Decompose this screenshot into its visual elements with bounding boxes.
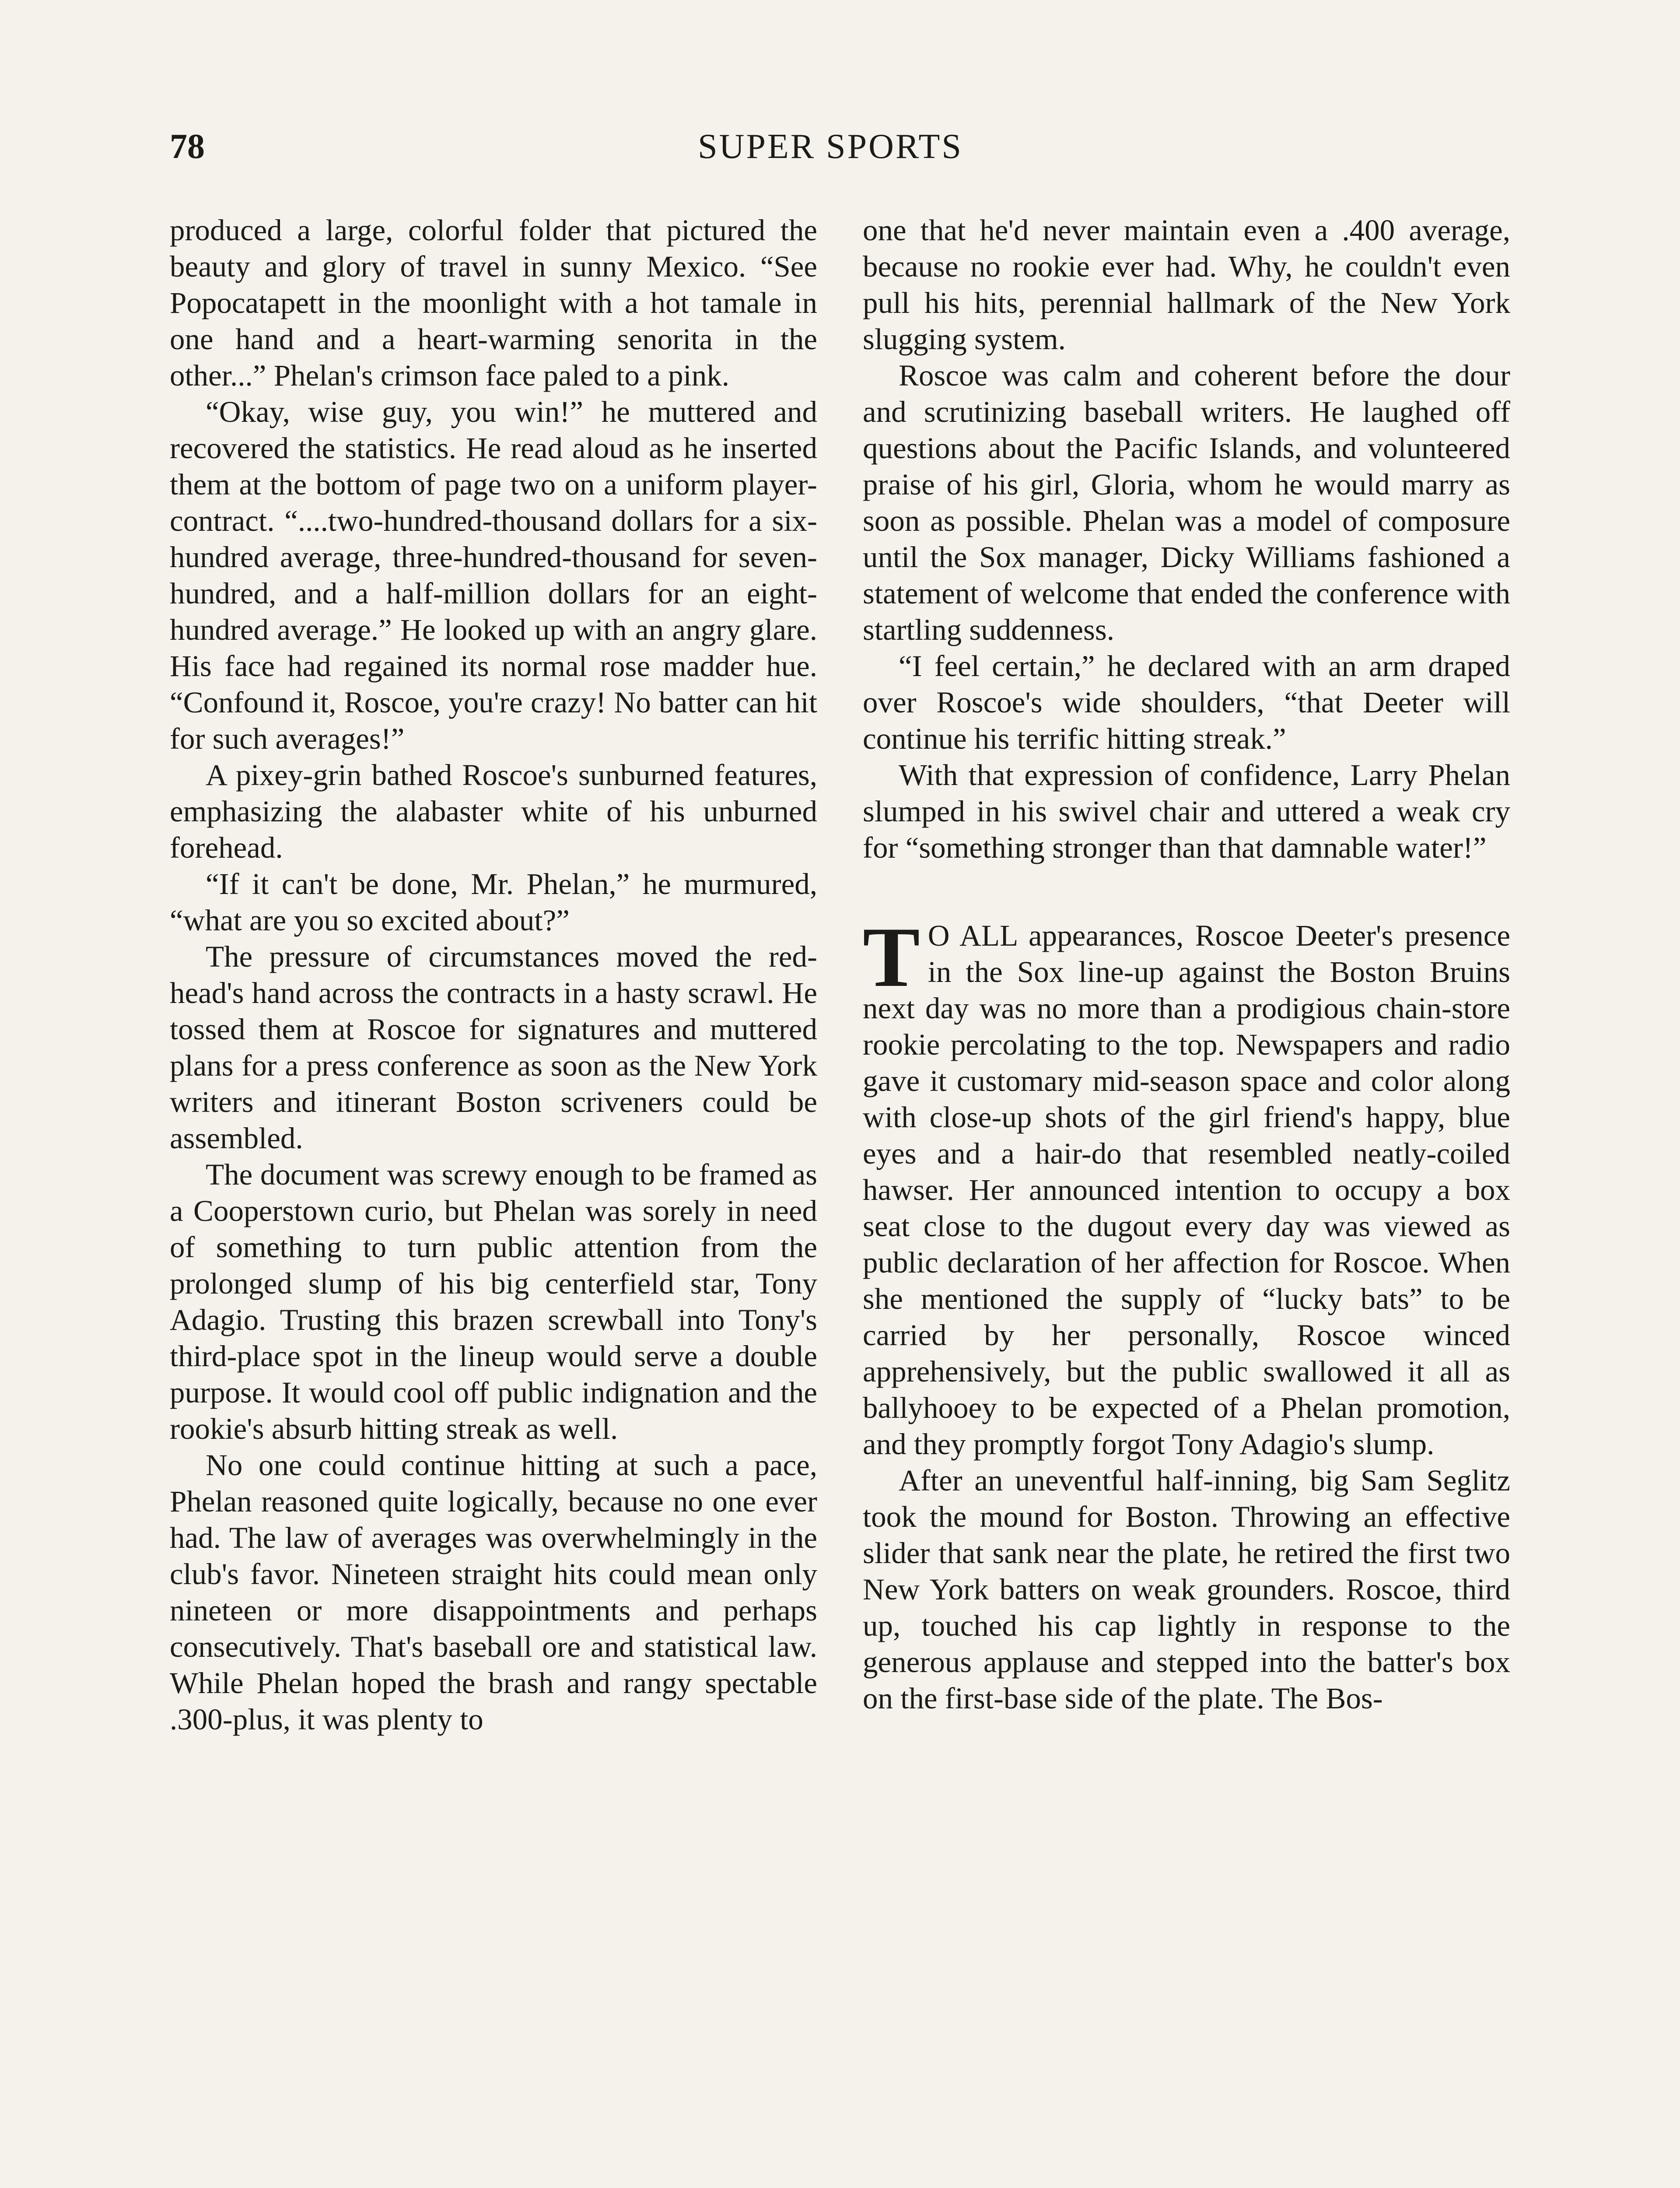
paragraph: No one could continue hitting at such a pace, Phelan reasoned quite logically, because no one ever had. The law of averages was overwhelmingly in the club's favor. Nineteen straight hits could mean only nineteen or more disappointments and perhaps consecutively. That's baseball ore and statistical law. While Phelan hoped the brash and rangy spectable .300-plus, it was plenty to — [170, 1448, 817, 1736]
right-column — [863, 212, 1510, 2188]
paragraph: Roscoe was calm and coherent before the dour and scrutinizing baseball writers. He laughed off questions about the Pacific Islands, and volunteered praise of his girl, Gloria, whom he would marry as soon as possible. Phelan was a model of composure until the Sox manager, Dicky Williams fashioned a statement of welcome that ended the conference with startling suddenness. — [863, 359, 1510, 646]
running-head: SUPER SPORTS — [698, 127, 963, 166]
section-opening-text: O ALL appearances, Roscoe Deeter's presence in the Sox line-up against the Boston Bruins next day was no more than a prodigious chain-store rookie percolating to the top. Newspapers and radio gave it customary mid-season space and color along with close-up shots of the girl friend's happy, blue eyes and a hair-do that resembled neatly-coiled hawser. Her announced intention to occupy a box seat close to the dugout every day was viewed as public declaration of her affection for Roscoe. When she mentioned the supply of “lucky bats” to be carried by her personally, Roscoe winced apprehensively, but the public swallowed it all as ballyhooey to be expected of a Phelan promotion, and they promptly forgot Tony Adagio's slump. — [863, 919, 1510, 1461]
paragraph: The pressure of circumstances moved the red-head's hand across the contracts in a hasty scrawl. He tossed them at Roscoe for signatures and muttered plans for a press conference as soon as the New York writers and itinerant Boston scriveners could be assembled. — [170, 940, 817, 1155]
section-opening-paragraph — [863, 910, 1510, 1462]
paragraph: “Okay, wise guy, you win!” he muttered and recovered the statistics. He read aloud as he inserted them at the bottom of page two on a uniform player-contract. “....two-hundred-thousand dollars for a six-hundred average, three-hundred-thousand for seven-hundred, and a half-million dollars for an eight-hundred average.” He looked up with an angry glare. His face had regained its normal rose madder hue. “Confound it, Roscoe, you're crazy! No batter can hit for such averages!” — [170, 395, 817, 755]
page-header — [170, 118, 1491, 175]
paragraph: After an uneventful half-inning, big Sam Seglitz took the mound for Boston. Throwing an effective slider that sank near the plate, he retired the first two New York batters on weak grounders. Roscoe, third up, touched his cap lightly in response to the generous applause and stepped into the batter's box on the first-base side of the plate. The Bos- — [863, 1464, 1510, 1715]
paragraph: “If it can't be done, Mr. Phelan,” he murmured, “what are you so excited about?” — [170, 867, 817, 937]
paragraph: one that he'd never maintain even a .400 average, because no rookie ever had. Why, he couldn't even pull his hits, perennial hallmark of the New York slugging system. — [863, 214, 1510, 356]
left-column — [170, 212, 817, 2188]
paragraph: A pixey-grin bathed Roscoe's sunburned features, emphasizing the alabaster white of his unburned forehead. — [170, 758, 817, 864]
paragraph: produced a large, colorful folder that pictured the beauty and glory of travel in sunny Mexico. “See Popocatapett in the moonlight with a hot tamale in one hand and a heart-warming senorita in the other...” Phelan's crimson face paled to a pink. — [170, 214, 817, 392]
page-number: 78 — [170, 127, 205, 166]
drop-cap: T — [863, 910, 920, 1005]
paragraph: “I feel certain,” he declared with an arm draped over Roscoe's wide shoulders, “that Deeter will continue his terrific hitting streak.” — [863, 649, 1510, 755]
paragraph: The document was screwy enough to be framed as a Cooperstown curio, but Phelan was sorely in need of something to turn public attention from the prolonged slump of his big centerfield star, Tony Adagio. Trusting this brazen screwball into Tony's third-place spot in the lineup would serve a double purpose. It would cool off public indignation and the rookie's absurb hitting streak as well. — [170, 1158, 817, 1445]
paragraph: With that expression of confidence, Larry Phelan slumped in his swivel chair and uttered a weak cry for “something stronger than that damnable water!” — [863, 758, 1510, 864]
